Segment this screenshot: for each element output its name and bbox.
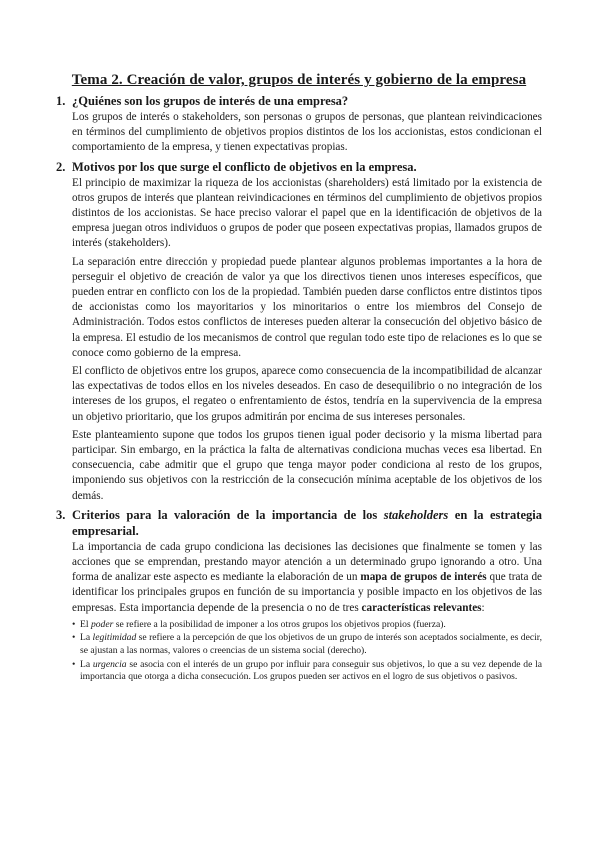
text-run: : [481, 601, 485, 614]
section-3 [56, 507, 542, 684]
section-number: 2. [56, 159, 66, 174]
paragraph: Los grupos de interés o stakeholders, son personas o grupos de personas, que plantean reivindicaciones en términos del cumplimiento de objetivos propios distintos de los los accionistas, estos condicionan el comportamiento de la empresa, y tienen expectativas propias. [72, 111, 542, 154]
text-run: se asocia con el interés de un grupo por influir para conseguir sus objetivos, lo que a su vez depende de la importancia que otorga a dicha consecución. Los grupos pueden ser activos en el logro de sus objetivos o pasivos. [80, 658, 542, 683]
bullet-icon: • [72, 618, 76, 630]
paragraph: Este planteamiento supone que todos los grupos tienen igual poder decisorio y la misma libertad para participar. Sin embargo, en la práctica la falta de alternativas condiciona muchas veces esa libertad. En consecuencia, cabe admitir que el grupo que tenga mayor poder condiciona al resto de los grupos, imponiendo sus objetivos con la restricción de la consecución mínima aceptable de los objetivos de los demás. [72, 428, 542, 502]
italic-term: legitimidad [92, 632, 137, 644]
section-heading [56, 159, 542, 175]
text-run: La importancia de cada grupo condiciona las decisiones las decisiones que finalmente se tomen y las acciones que se emprendan, prestando mayor atención a un determinado grupo ignorando a otro. Una forma de analizar este aspecto es mediante la elaboración de un [72, 540, 542, 584]
section-number: 1. [56, 94, 66, 108]
text-run: se refiere a la percepción de que los objetivos de un grupo de interés son aceptados socialmente, es decir, se ajustan a las normas, valores o creencias de un sistema social (derecho). [80, 632, 542, 657]
section-1 [56, 93, 542, 156]
section-title-emphasis: stakeholders [383, 507, 449, 522]
text-run: El [80, 618, 91, 630]
section-2 [56, 159, 542, 504]
bold-term: características relevantes [361, 601, 482, 614]
text-run: La [80, 658, 93, 670]
paragraph: La separación entre dirección y propiedad puede plantear algunos problemas importantes a la hora de perseguir el objetivo de creación de valor ya que los directivos tienen unos intereses específicos, que pueden entrar en conflicto con los de la propiedad. También pueden darse conflictos entre distintos tipos de accionistas como los mayoritarios y los minoritarios o entre los miembros del Consejo de Administración. Todos estos conflictos de intereses pueden alterar la consecución del objetivo básico de la empresa. El estudio de los mecanismos de control que regulan todo este tipo de relaciones es lo que se conoce como gobierno de la empresa. [72, 255, 542, 359]
paragraph: El conflicto de objetivos entre los grupos, aparece como consecuencia de la incompatibilidad de alcanzar las expectativas de todos ellos en los niveles deseados. En caso de desequilibrio o no integración de los intereses de los grupos, el regateo o enfrentamiento de éstos, tendría en la supervivencia de la empresa un objetivo prioritario, que los grupos admitirán por encima de sus intereses personales. [72, 365, 542, 423]
section-title-part: Criterios para la valoración de la importancia de los [72, 507, 384, 522]
section-title-part: en la estrategia empresarial. [72, 507, 542, 538]
text-run: se refiere a la posibilidad de imponer a los otros grupos los objetivos propios (fuerza). [113, 618, 446, 630]
section-title [72, 507, 542, 539]
list-item [72, 632, 542, 657]
list-item [72, 619, 542, 632]
text-run: que trata de identificar los principales grupos en función de su importancia y posible impacto en los objetivos de las empresas. Esta importancia depende de la presencia o no de tres [72, 571, 542, 614]
section-title: ¿Quiénes son los grupos de interés de una empresa? [72, 94, 349, 108]
characteristics-list [72, 619, 542, 684]
italic-term: urgencia [92, 658, 127, 670]
section-heading [56, 93, 542, 109]
bold-term: mapa de grupos de interés [360, 571, 487, 584]
section-title: Motivos por los que surge el conflicto de objetivos en la empresa. [72, 159, 417, 174]
paragraph: El principio de maximizar la riqueza de los accionistas (shareholders) está limitado por la existencia de otros grupos de interés que plantean reivindicaciones en términos del cumplimiento de objetivos propios distintos de los accionistas. Se hace preciso valorar el papel que en la identificación de objetivos de la empresa juegan otros individuos o grupos de poder que poseen expectativas propias, llamados grupos de interés (stakeholders). [72, 176, 542, 250]
section-heading [56, 507, 542, 539]
text-run: La [80, 632, 93, 644]
paragraph [72, 540, 542, 616]
bullet-icon: • [72, 658, 76, 670]
list-item [72, 659, 542, 684]
document-title: Tema 2. Creación de valor, grupos de interés y gobierno de la empresa [71, 72, 527, 88]
section-number: 3. [56, 507, 66, 522]
bullet-icon: • [72, 632, 76, 644]
italic-term: poder [90, 618, 114, 630]
